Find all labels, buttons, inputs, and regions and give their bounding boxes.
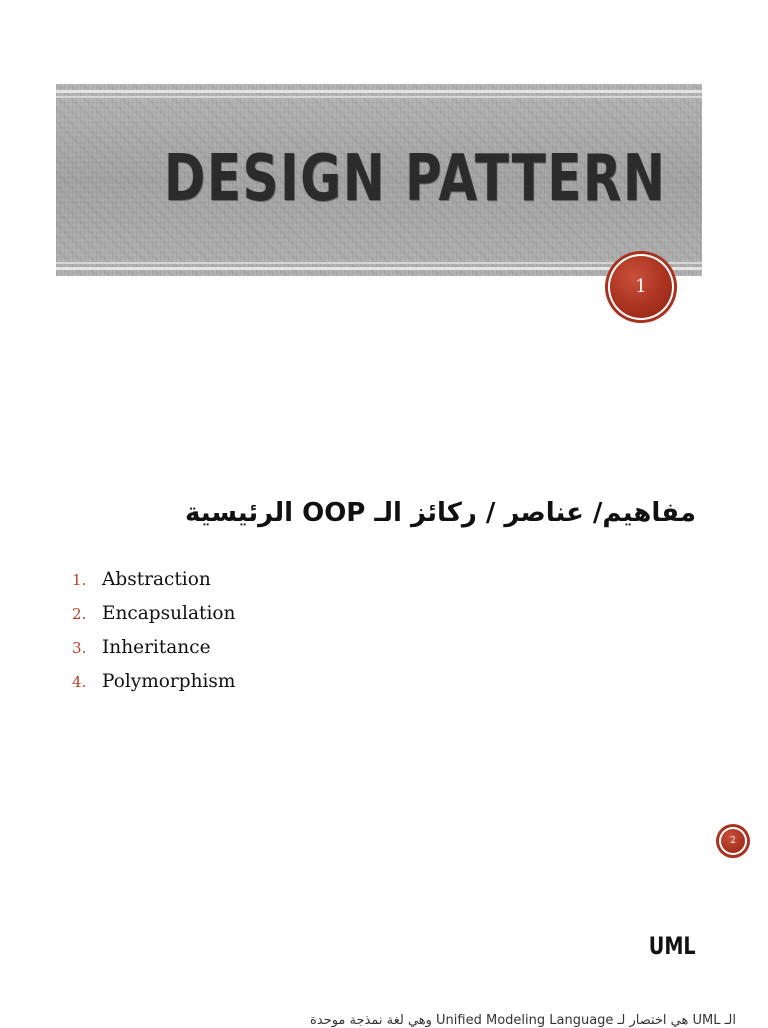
slide-3 — [0, 880, 768, 1028]
list-item-label: Inheritance — [102, 637, 211, 658]
list-item-number: 2. — [72, 605, 87, 623]
title-banner — [56, 84, 702, 276]
list-item — [72, 600, 235, 634]
slide-1 — [0, 0, 768, 400]
list-item-number: 3. — [72, 639, 87, 657]
uml-body-text: الـ UML هي اختصار لـ Unified Modeling Language وهي لغة نمذجة موحدة — [310, 1013, 736, 1028]
banner-bottom-border-inner — [56, 262, 702, 264]
uml-title: UML — [649, 932, 696, 960]
list-item-label: Abstraction — [102, 569, 211, 590]
banner-top-border — [56, 90, 702, 93]
list-item — [72, 634, 235, 668]
slide-2 — [0, 440, 768, 870]
oop-pillars-list — [72, 566, 235, 702]
slide-number-badge-small: 2 — [719, 827, 747, 855]
list-item-number: 4. — [72, 673, 87, 691]
banner-bottom-border — [56, 267, 702, 270]
list-item — [72, 566, 235, 600]
list-item-number: 1. — [72, 571, 87, 589]
banner-top-border-inner — [56, 96, 702, 98]
oop-heading: مفاهيم/ عناصر / ركائز الـ OOP الرئيسية — [184, 498, 696, 528]
list-item — [72, 668, 235, 702]
slide-title: DESIGN PATTERN — [164, 142, 667, 216]
list-item-label: Polymorphism — [102, 671, 236, 692]
list-item-label: Encapsulation — [102, 603, 236, 624]
slide-number-badge: 1 — [608, 254, 674, 320]
